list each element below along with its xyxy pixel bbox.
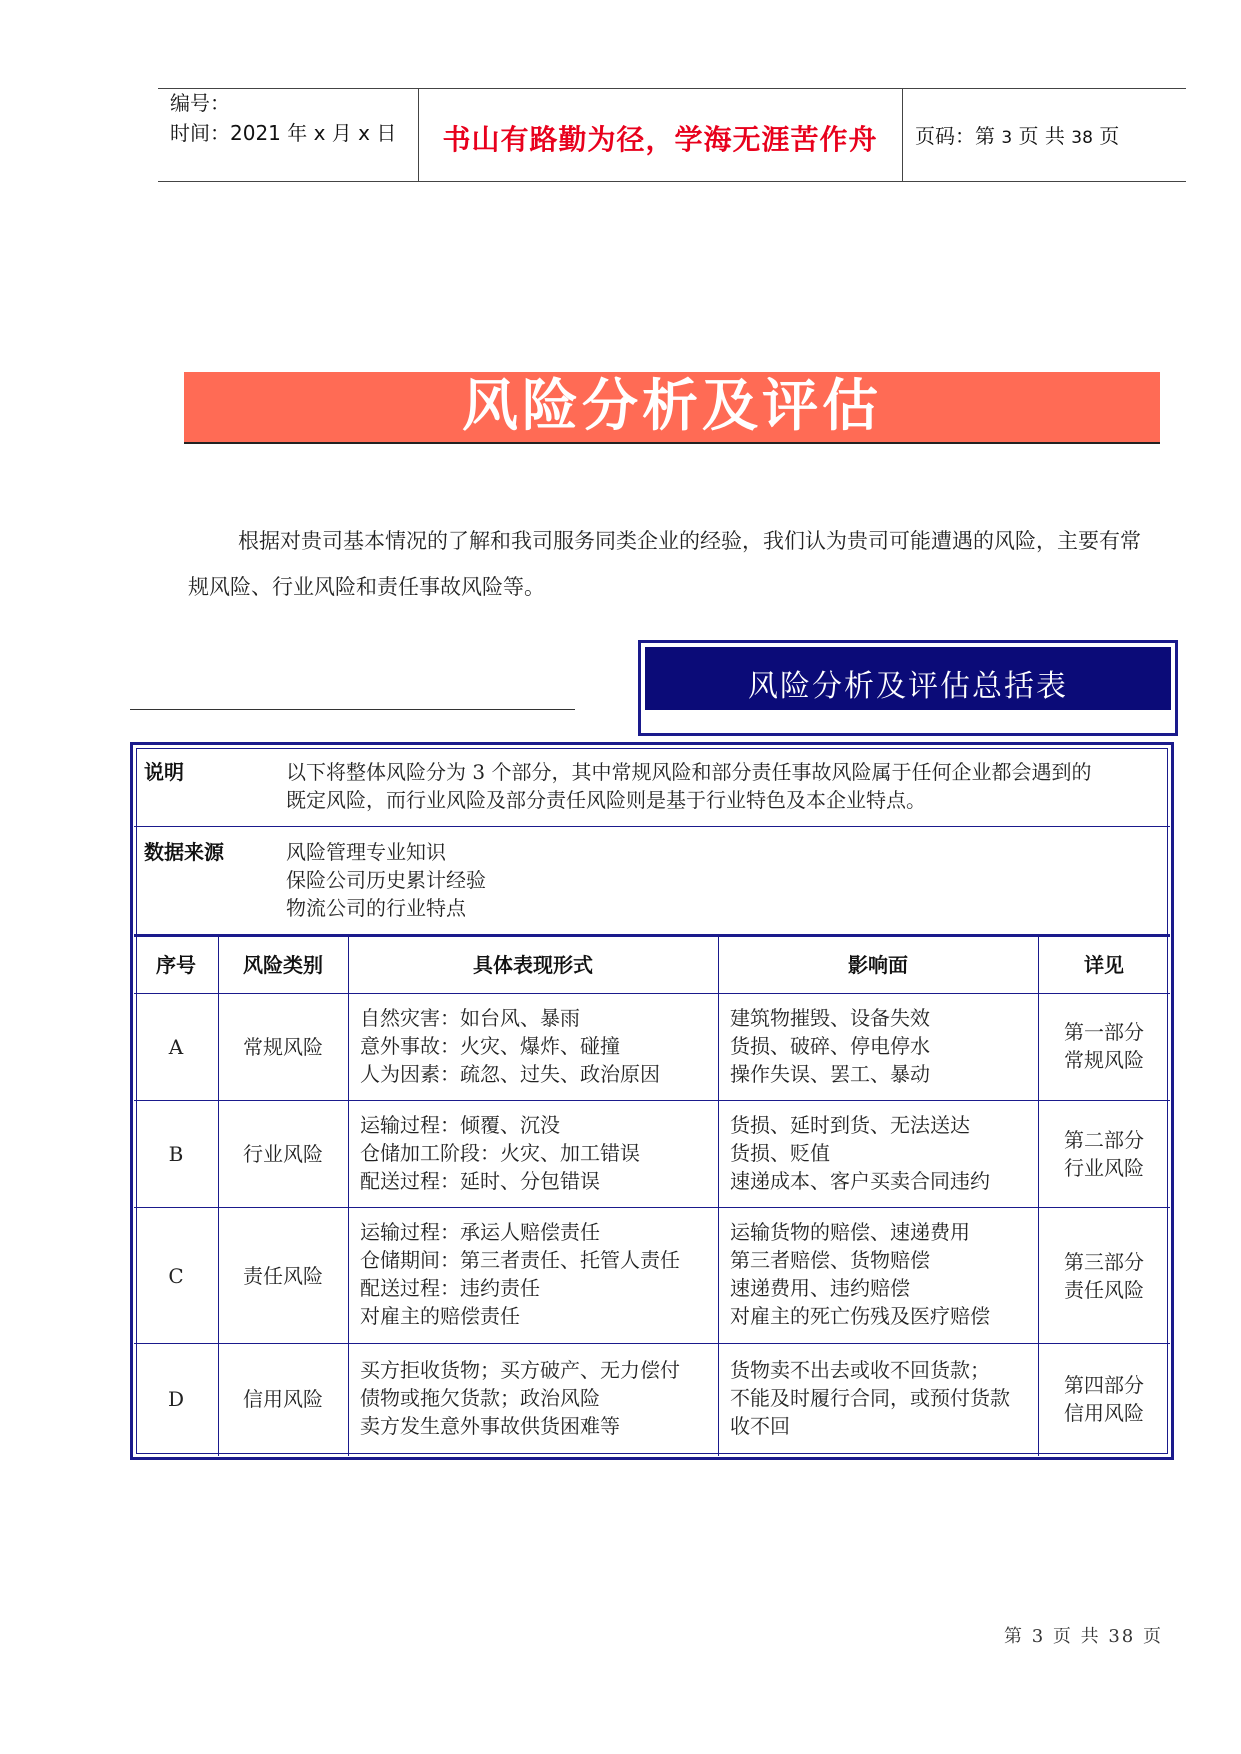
col-divider <box>348 937 349 1456</box>
motto: 书山有路勤为径，学海无涯苦作舟 <box>442 123 878 156</box>
header-divider-left <box>418 88 419 182</box>
row-a-form: 人为因素：疏忽、过失、政治原因 <box>360 1062 660 1086</box>
col-divider <box>718 937 719 1456</box>
row-d-form: 债物或拖欠货款；政治风险 <box>360 1386 600 1410</box>
row-b-category: 行业风险 <box>243 1142 323 1166</box>
row-a-form: 自然灾害：如台风、暴雨 <box>360 1006 580 1030</box>
col-header-forms: 具体表现形式 <box>473 953 593 977</box>
summary-left-rule <box>130 709 575 710</box>
row-divider <box>134 1100 1170 1101</box>
header-divider-right <box>902 88 903 182</box>
row-a-impact: 货损、破碎、停电停水 <box>730 1034 930 1058</box>
row-b-id: B <box>168 1142 184 1166</box>
col-header-category: 风险类别 <box>243 953 323 977</box>
row-c-ref: 责任风险 <box>1064 1278 1144 1302</box>
info-row-divider <box>134 826 1170 827</box>
page-footer: 第 3 页 共 38 页 <box>1004 1626 1163 1647</box>
row-b-form: 运输过程：倾覆、沉没 <box>360 1113 560 1137</box>
section-banner <box>184 372 1160 444</box>
row-d-category: 信用风险 <box>243 1387 323 1411</box>
banner-title: 风险分析及评估 <box>462 374 882 439</box>
desc-text-line-2: 既定风险，而行业风险及部分责任风险则是基于行业特色及本企业特点。 <box>286 788 926 812</box>
col-header-id: 序号 <box>156 953 196 977</box>
desc-text-line-1: 以下将整体风险分为 3 个部分，其中常规风险和部分责任事故风险属于任何企业都会遇到的 <box>286 760 1092 784</box>
row-d-impact: 不能及时履行合同，或预付货款 <box>730 1386 1010 1410</box>
info-table-separator <box>134 934 1170 937</box>
intro-paragraph: 根据对贵司基本情况的了解和我司服务同类企业的经验，我们认为贵司可能遭遇的风险，主要有常规风险、行业风险和责任事故风险等。 <box>188 529 1141 599</box>
source-item: 风险管理专业知识 <box>286 840 446 864</box>
row-a-impact: 操作失误、罢工、暴动 <box>730 1062 930 1086</box>
source-label: 数据来源 <box>144 840 224 864</box>
row-c-form: 运输过程：承运人赔偿责任 <box>360 1220 600 1244</box>
row-d-ref: 信用风险 <box>1064 1401 1144 1425</box>
source-item: 保险公司历史累计经验 <box>286 868 486 892</box>
row-a-id: A <box>168 1035 184 1059</box>
row-c-impact: 对雇主的死亡伤残及医疗赔偿 <box>730 1304 990 1328</box>
summary-title-box <box>638 640 1178 736</box>
row-d-form: 买方拒收货物；买方破产、无力偿付 <box>360 1358 680 1382</box>
row-b-ref: 第二部分 <box>1064 1128 1144 1152</box>
row-b-impact: 货损、贬值 <box>730 1141 830 1165</box>
row-c-id: C <box>168 1264 184 1288</box>
row-c-form: 配送过程：违约责任 <box>360 1276 540 1300</box>
desc-label: 说明 <box>144 760 184 784</box>
row-d-form: 卖方发生意外事故供货困难等 <box>360 1414 620 1438</box>
code-label: 编号： <box>170 91 230 115</box>
col-header-impact: 影响面 <box>848 953 908 977</box>
row-d-id: D <box>167 1387 185 1411</box>
row-divider <box>134 1343 1170 1344</box>
row-divider <box>134 993 1170 994</box>
row-c-impact: 第三者赔偿、货物赔偿 <box>730 1248 930 1272</box>
header-info <box>170 88 396 148</box>
row-a-ref: 常规风险 <box>1064 1048 1144 1072</box>
row-c-impact: 运输货物的赔偿、速递费用 <box>730 1220 970 1244</box>
row-b-impact: 货损、延时到货、无法送达 <box>730 1113 970 1137</box>
time-label: 时间：2021 年 x 月 x 日 <box>170 121 397 145</box>
header-page-number: 页码：第 3 页 共 38 页 <box>915 124 1120 148</box>
row-c-ref: 第三部分 <box>1064 1250 1144 1274</box>
col-divider <box>218 937 219 1456</box>
header-bottom-rule <box>158 181 1186 182</box>
row-divider <box>134 1207 1170 1208</box>
row-b-impact: 速递成本、客户买卖合同违约 <box>730 1169 990 1193</box>
row-d-impact: 收不回 <box>730 1414 790 1438</box>
row-b-form: 配送过程：延时、分包错误 <box>360 1169 600 1193</box>
row-a-form: 意外事故：火灾、爆炸、碰撞 <box>360 1034 620 1058</box>
summary-title: 风险分析及评估总括表 <box>748 669 1068 704</box>
row-c-category: 责任风险 <box>243 1264 323 1288</box>
row-b-form: 仓储加工阶段：火灾、加工错误 <box>360 1141 640 1165</box>
row-a-category: 常规风险 <box>243 1035 323 1059</box>
row-a-ref: 第一部分 <box>1064 1020 1144 1044</box>
row-b-ref: 行业风险 <box>1064 1156 1144 1180</box>
source-item: 物流公司的行业特点 <box>286 896 466 920</box>
row-a-impact: 建筑物摧毁、设备失效 <box>730 1006 930 1030</box>
row-c-form: 仓储期间：第三者责任、托管人责任 <box>360 1248 680 1272</box>
row-c-impact: 速递费用、违约赔偿 <box>730 1276 910 1300</box>
row-c-form: 对雇主的赔偿责任 <box>360 1304 520 1328</box>
row-d-impact: 货物卖不出去或收不回货款； <box>730 1358 990 1382</box>
row-d-ref: 第四部分 <box>1064 1373 1144 1397</box>
col-header-ref: 详见 <box>1084 953 1124 977</box>
